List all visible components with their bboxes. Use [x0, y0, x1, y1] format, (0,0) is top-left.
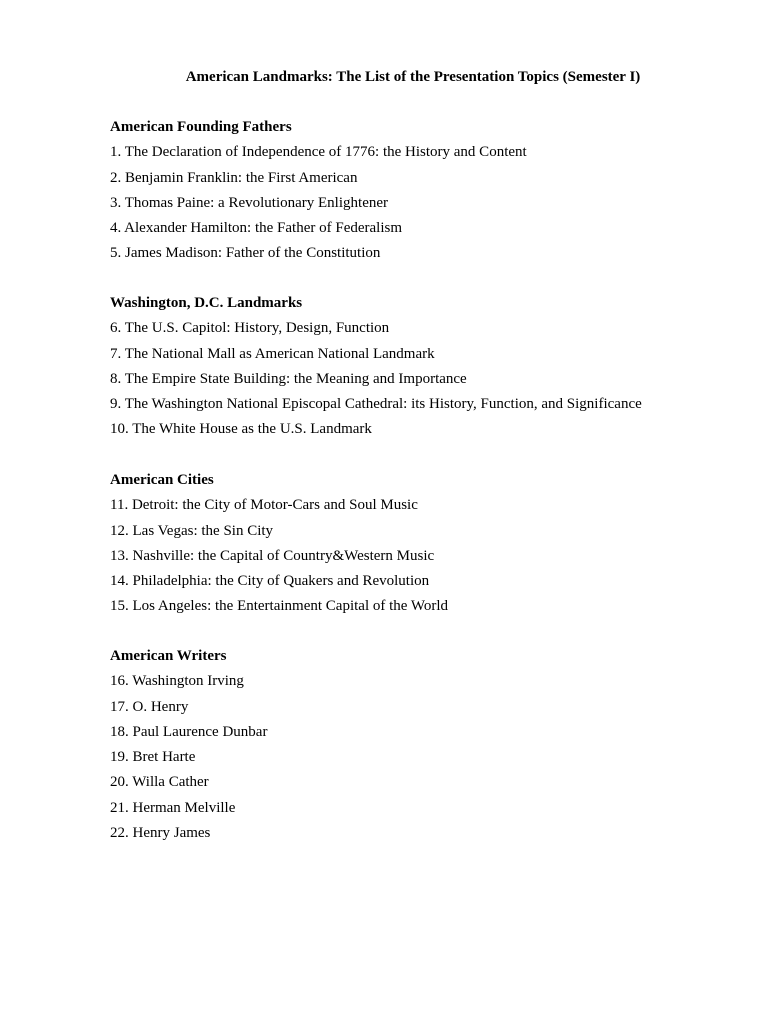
list-item: 10. The White House as the U.S. Landmark — [110, 421, 372, 438]
list-item: 6. The U.S. Capitol: History, Design, Function — [110, 320, 390, 337]
list-item: 3. Thomas Paine: a Revolutionary Enlightener — [110, 194, 388, 211]
section-heading: American Writers — [110, 648, 227, 664]
page-title: American Landmarks: The List of the Presentation Topics (Semester I) — [185, 69, 641, 85]
list-item: 5. James Madison: Father of the Constitution — [110, 245, 381, 262]
list-item: 16. Washington Irving — [110, 673, 244, 690]
list-item: 8. The Empire State Building: the Meaning and Importance — [110, 370, 467, 387]
section-american-writers — [110, 646, 750, 848]
list-item: 1. The Declaration of Independence of 1776: the History and Content — [110, 144, 527, 161]
section-american-cities — [110, 470, 750, 622]
section-heading: American Founding Fathers — [110, 119, 292, 135]
list-item: 2. Benjamin Franklin: the First American — [110, 169, 358, 186]
list-item: 20. Willa Cather — [110, 774, 209, 791]
list-item: 21. Herman Melville — [110, 799, 236, 816]
list-item: 18. Paul Laurence Dunbar — [110, 723, 268, 740]
section-founding-fathers — [110, 117, 750, 269]
list-item: 13. Nashville: the Capital of Country&Western Music — [110, 547, 435, 564]
list-item: 15. Los Angeles: the Entertainment Capital of the World — [110, 598, 449, 615]
list-item: 14. Philadelphia: the City of Quakers and Revolution — [110, 573, 430, 590]
list-item: 22. Henry James — [110, 825, 211, 842]
list-item: 9. The Washington National Episcopal Cathedral: its History, Function, and Significance — [110, 396, 642, 413]
list-item: 17. O. Henry — [110, 698, 189, 715]
section-washington-landmarks — [110, 293, 750, 445]
list-item: 7. The National Mall as American National Landmark — [110, 345, 435, 362]
list-item: 11. Detroit: the City of Motor-Cars and Soul Music — [110, 497, 418, 514]
section-heading: American Cities — [110, 472, 214, 488]
list-item: 19. Bret Harte — [110, 749, 196, 766]
list-item: 4. Alexander Hamilton: the Father of Federalism — [110, 220, 403, 237]
section-heading: Washington, D.C. Landmarks — [110, 295, 303, 311]
list-item: 12. Las Vegas: the Sin City — [110, 522, 274, 539]
